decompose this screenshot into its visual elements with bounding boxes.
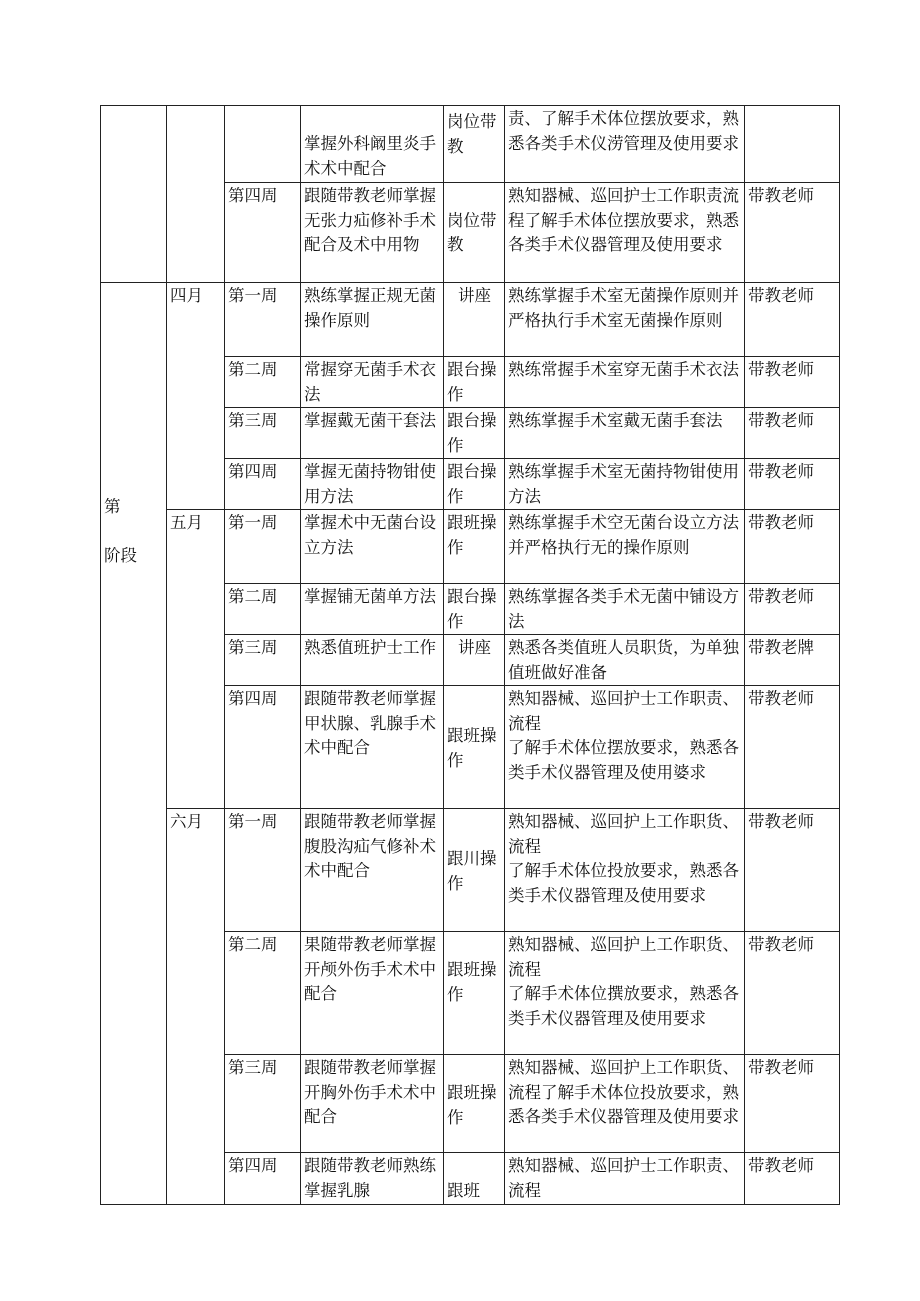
requirement-cell: 熟练掌握手术室无菌持物钳使用方法 — [505, 459, 745, 510]
table-row — [101, 283, 840, 357]
week-cell: 第二周 — [225, 357, 301, 408]
mode-cell: 跟班操作 — [444, 932, 505, 1055]
requirement-line: 了解手术体位投放要求，熟悉各类手术仪器管理及使用要求 — [508, 861, 739, 905]
week-cell: 第四周 — [225, 686, 301, 809]
mode-cell: 跟台操作 — [444, 357, 505, 408]
mode-cell: 跟班 — [444, 1153, 505, 1205]
tutor-cell: 带教老师 — [745, 584, 840, 635]
content-cell: 熟练掌握正规无菌操作原则 — [301, 283, 444, 357]
content-cell: 掌握术中无菌台设立方法 — [301, 510, 444, 584]
mode-cell: 跟川操作 — [444, 809, 505, 932]
mode-cell: 讲座 — [444, 635, 505, 686]
requirement-cell — [505, 686, 745, 809]
content-cell: 掌握戴无菌干套法 — [301, 408, 444, 459]
requirement-line: 熟知器械、巡回护上工作职货、流程 — [508, 935, 739, 979]
content-cell: 掌握无菌持物钳使用方法 — [301, 459, 444, 510]
requirement-cell — [505, 932, 745, 1055]
month-may-cell: 五月 — [167, 510, 225, 809]
stage-label-cell — [101, 283, 167, 1205]
content-cell: 跟随带教老师掌握无张力疝修补手术配合及术中用物 — [301, 183, 444, 283]
tutor-cell: 带教老牌 — [745, 635, 840, 686]
content-cell: 果随带教老师掌握开颅外伤手术术中配合 — [301, 932, 444, 1055]
requirement-cell: 熟悉各类值班人员职货，为单独值班做好准备 — [505, 635, 745, 686]
week-cell: 第四周 — [225, 183, 301, 283]
content-cell: 跟随带教老师掌握腹股沟疝气修补术术中配合 — [301, 809, 444, 932]
stage-label-line2: 阶段 — [104, 545, 137, 565]
table-row — [101, 106, 840, 183]
month-june-cell: 六月 — [167, 809, 225, 1205]
training-schedule-table — [100, 105, 840, 1205]
mode-cell: 跟班操作 — [444, 686, 505, 809]
tutor-cell: 带教老师 — [745, 510, 840, 584]
tutor-cell: 带教老师 — [745, 932, 840, 1055]
requirement-cell: 熟练掌握各类手术无菌中铺设方法 — [505, 584, 745, 635]
table-row — [101, 510, 840, 584]
tutor-cell: 带教老师 — [745, 357, 840, 408]
mode-cell: 跟台操作 — [444, 584, 505, 635]
mode-cell: 岗位带教 — [444, 183, 505, 283]
tutor-cell: 带教老师 — [745, 1153, 840, 1205]
requirement-cell — [505, 809, 745, 932]
requirement-line: 了解手术体位撰放要求，熟悉各类手术仪器管理及使用要求 — [508, 984, 739, 1028]
week-cell: 第二周 — [225, 932, 301, 1055]
content-cell: 跟随带教老师熟练掌握乳腺 — [301, 1153, 444, 1205]
stage-label-line1: 第 — [104, 497, 121, 516]
mode-cell: 跟班操作 — [444, 1055, 505, 1153]
requirement-line: 熟知器械、巡回护上工作职货、流程 — [508, 812, 739, 856]
mode-cell: 岗位带教 — [444, 106, 505, 183]
week-cell: 第三周 — [225, 1055, 301, 1153]
month-cell — [167, 106, 225, 283]
requirement-line: 熟知器械、巡回护士工作职责、流程 — [508, 689, 739, 733]
tutor-cell: 带教老师 — [745, 1055, 840, 1153]
week-cell — [225, 106, 301, 183]
requirement-cell: 熟知器械、巡回护士工作职责流程了解手术体位摆放要求，熟悉各类手术仪器管理及使用要求 — [505, 183, 745, 283]
week-cell: 第四周 — [225, 1153, 301, 1205]
requirement-cell: 熟知器械、巡回护士工作职责、流程 — [505, 1153, 745, 1205]
tutor-cell: 带教老师 — [745, 686, 840, 809]
week-cell: 第三周 — [225, 635, 301, 686]
tutor-cell: 带教老师 — [745, 408, 840, 459]
tutor-cell: 带教老师 — [745, 283, 840, 357]
mode-cell: 讲座 — [444, 283, 505, 357]
requirement-cell: 熟练掌握手术室无菌操作原则并严格执行手术室无菌操作原则 — [505, 283, 745, 357]
stage-cell — [101, 106, 167, 283]
tutor-cell: 带教老师 — [745, 809, 840, 932]
week-cell: 第一周 — [225, 283, 301, 357]
requirement-cell: 熟练掌握手术空无菌台设立方法并严格执行无的操作原则 — [505, 510, 745, 584]
requirement-line: 了解手术体位摆放要求，熟悉各类手术仪器管理及使用婆求 — [508, 738, 739, 782]
mode-cell: 跟台操作 — [444, 459, 505, 510]
week-cell: 第二周 — [225, 584, 301, 635]
requirement-cell: 熟知器械、巡回护上工作职货、流程了解手术体位投放要求，熟悉各类手术仪器管理及使用要求 — [505, 1055, 745, 1153]
content-cell: 常握穿无菌手术衣法 — [301, 357, 444, 408]
mode-cell: 跟班操作 — [444, 510, 505, 584]
week-cell: 第四周 — [225, 459, 301, 510]
table-row — [101, 809, 840, 932]
mode-cell: 跟台操作 — [444, 408, 505, 459]
week-cell: 第三周 — [225, 408, 301, 459]
content-cell: 掌握铺无菌单方法 — [301, 584, 444, 635]
requirement-cell: 熟练掌握手术室戴无菌手套法 — [505, 408, 745, 459]
tutor-cell: 带教老师 — [745, 183, 840, 283]
tutor-cell — [745, 106, 840, 183]
week-cell: 第一周 — [225, 809, 301, 932]
tutor-cell: 带教老师 — [745, 459, 840, 510]
content-cell: 跟随带教老师掌握甲状腺、乳腺手术术中配合 — [301, 686, 444, 809]
content-cell: 熟悉值班护士工作 — [301, 635, 444, 686]
requirement-cell: 责、了解手术体位摆放要求，熟悉各类手术仪涝管理及使用要求 — [505, 106, 745, 183]
week-cell: 第一周 — [225, 510, 301, 584]
content-cell: 跟随带教老师掌握开胸外伤手术术中配合 — [301, 1055, 444, 1153]
content-cell: 掌握外科阚里炎手术术中配合 — [301, 106, 444, 183]
month-april-cell: 四月 — [167, 283, 225, 510]
requirement-cell: 熟练常握手术室穿无菌手术衣法 — [505, 357, 745, 408]
